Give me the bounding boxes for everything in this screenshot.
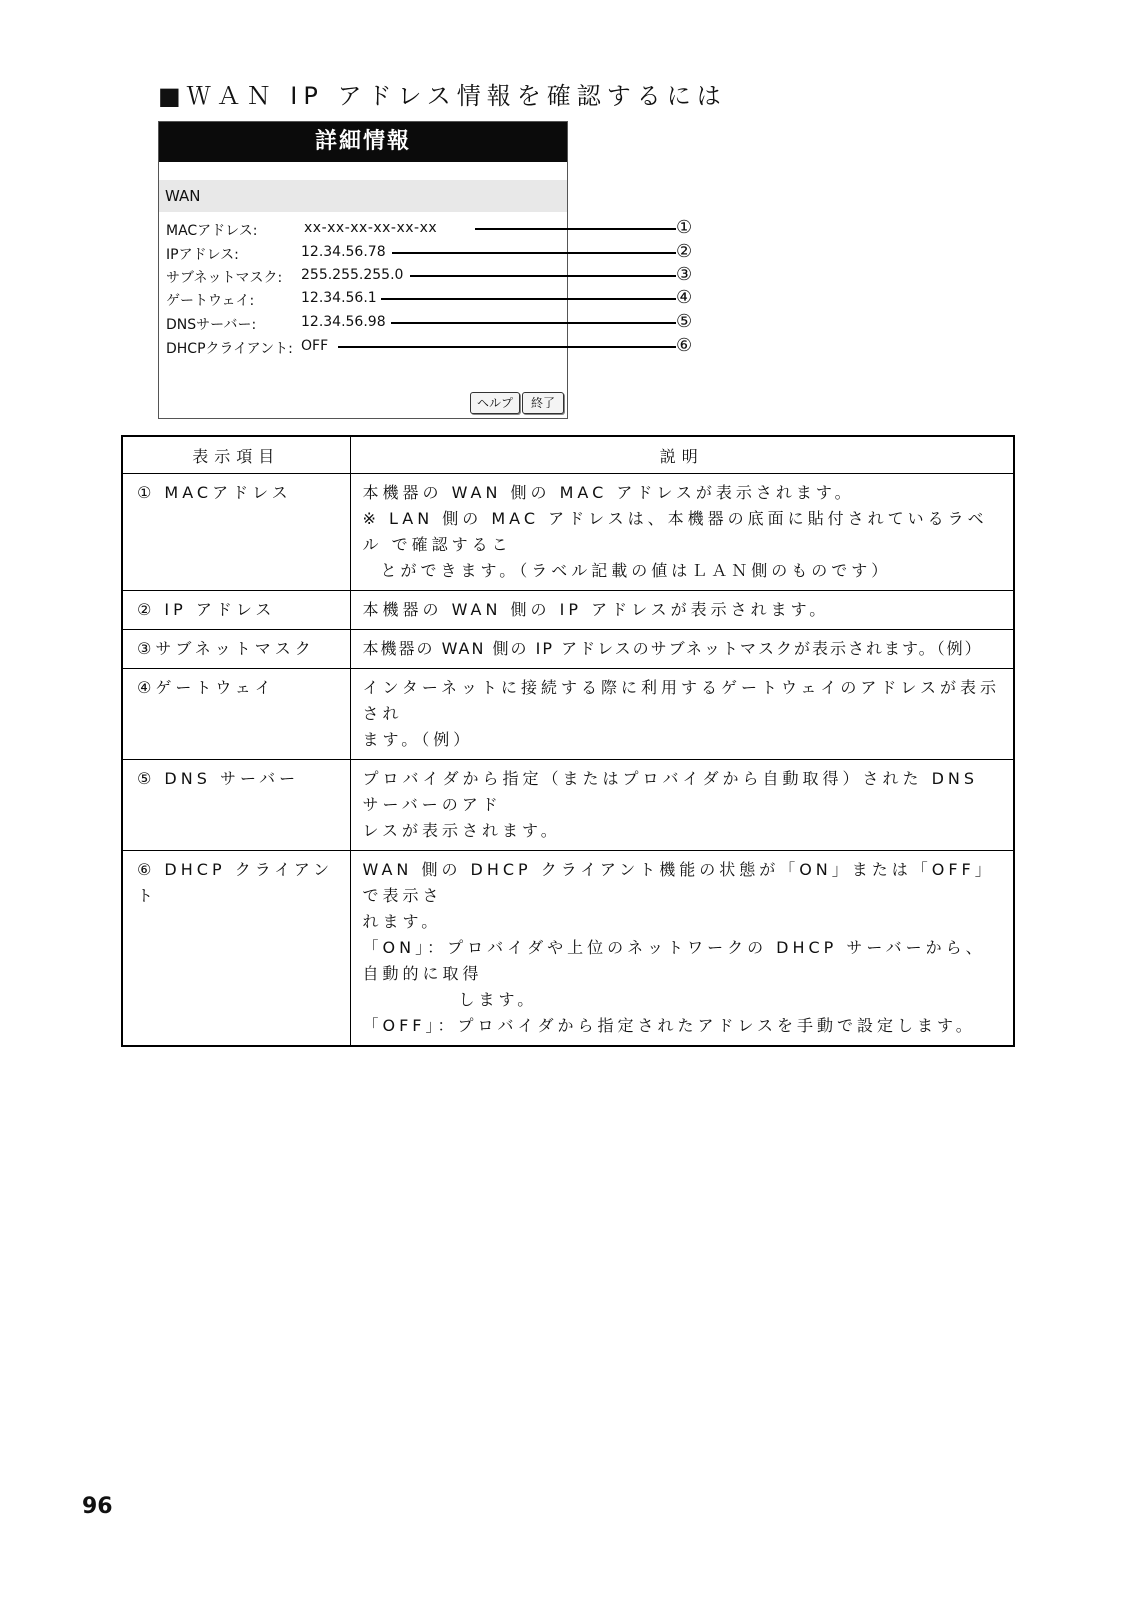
row-item-dns: ⑤ DNS サーバー [122,760,350,851]
desc-line: とができます。（ラベル記載の値はＬＡＮ側のものです） [380,561,892,580]
callout-marker-3: ③ [676,264,693,285]
leader-line-1 [475,228,676,230]
row-item-mac: ① MACアドレス [122,474,350,591]
table-row [122,630,1014,669]
header-item: 表示項目 [122,436,350,474]
desc-line: プロバイダから指定（またはプロバイダから自動取得）された DNS サーバーのアド [362,769,979,814]
desc-line: 本機器の WAN 側の MAC アドレスが表示されます。 [362,483,855,502]
desc-line: ます。（例） [362,730,474,749]
help-button[interactable]: ヘルプ [470,392,520,414]
leader-line-4 [381,298,676,300]
subnet-label: サブネットマスク: [166,270,283,286]
header-description: 説明 [350,436,1014,474]
detail-info-panel [158,121,568,419]
panel-title: 詳細情報 [159,122,567,162]
page-number: 96 [82,1494,113,1519]
row-desc-dns [350,760,1014,851]
subnet-value: 255.255.255.0 [301,267,404,283]
desc-line: 「ON」：プロバイダや上位のネットワークの DHCP サーバーから、自動的に取得 [362,938,986,983]
leader-line-5 [391,322,676,324]
row-desc-dhcp [350,851,1014,1047]
wan-section-bar: WAN [159,180,567,212]
gateway-value: 12.34.56.1 [301,290,377,306]
ip-value: 12.34.56.78 [301,244,386,260]
callout-marker-4: ④ [676,287,693,308]
callout-marker-1: ① [676,217,693,238]
desc-line: レスが表示されます。 [362,821,561,840]
desc-line: インターネットに接続する際に利用するゲートウェイのアドレスが表示され [362,678,1000,723]
table-row [122,474,1014,591]
desc-line: WAN 側の DHCP クライアント機能の状態が「ON」または「OFF」で表示さ [362,860,995,905]
desc-line: 「OFF」：プロバイダから指定されたアドレスを手動で設定します。 [362,1016,976,1035]
table-row [122,591,1014,630]
section-heading: ■ＷＡＮ IP アドレス情報を確認するには [158,82,727,110]
callout-marker-5: ⑤ [676,311,693,332]
dhcp-label: DHCPクライアント: [166,341,293,357]
dns-value: 12.34.56.98 [301,314,386,330]
mac-label: MACアドレス: [166,223,258,239]
mac-value: xx-xx-xx-xx-xx-xx [304,220,438,236]
desc-line: します。 [458,990,538,1009]
dns-label: DNSサーバー: [166,317,257,333]
row-desc-subnet [350,630,1014,669]
row-item-dhcp: ⑥ DHCP クライアント [122,851,350,1047]
description-table [121,435,1015,1047]
table-header-row [122,436,1014,474]
close-button[interactable]: 終了 [522,392,564,414]
desc-line: ※ LAN 側の MAC アドレスは、本機器の底面に貼付されているラベル で確認するこ [362,509,988,554]
desc-line: 本機器の WAN 側の IP アドレスが表示されます。 [362,600,830,619]
table-row [122,669,1014,760]
table-row [122,851,1014,1047]
ip-label: IPアドレス: [166,247,239,263]
callout-marker-6: ⑥ [676,335,693,356]
desc-line: れます。 [362,912,442,931]
row-desc-mac [350,474,1014,591]
callout-marker-2: ② [676,241,693,262]
leader-line-6 [338,346,676,348]
row-item-ip: ② IP アドレス [122,591,350,630]
row-item-gateway: ④ゲートウェイ [122,669,350,760]
gateway-label: ゲートウェイ: [166,293,255,309]
row-item-subnet: ③サブネットマスク [122,630,350,669]
row-desc-ip [350,591,1014,630]
dhcp-value: OFF [301,338,329,354]
leader-line-2 [392,252,676,254]
row-desc-gateway [350,669,1014,760]
table-row [122,760,1014,851]
leader-line-3 [410,275,676,277]
desc-line: 本機器の WAN 側の IP アドレスのサブネットマスクが表示されます。（例） [362,639,983,658]
